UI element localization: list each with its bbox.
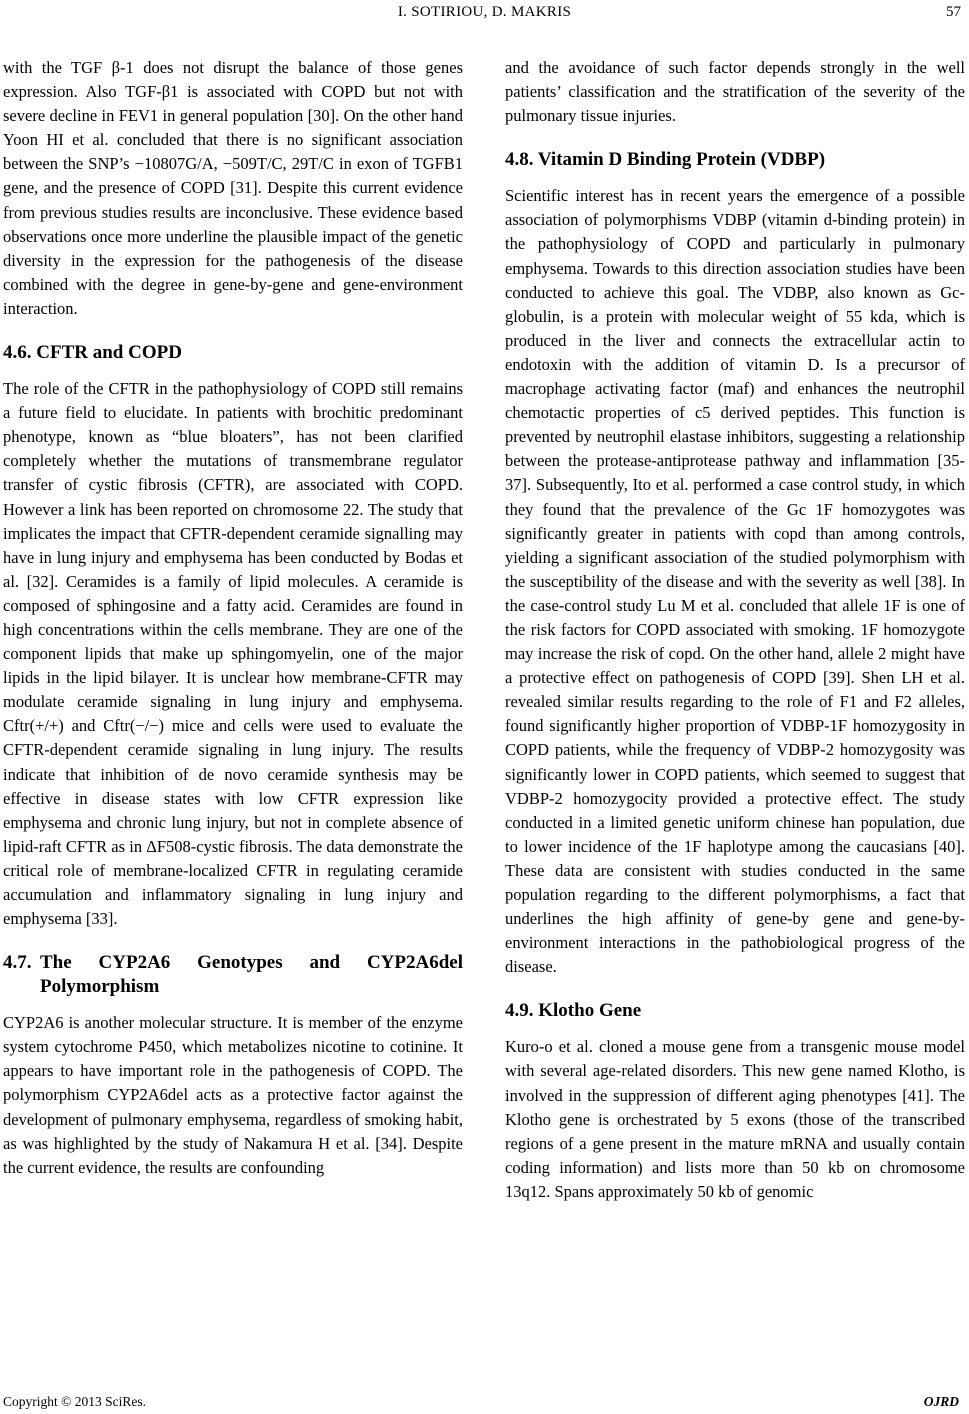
section-heading-4-9: 4.9. Klotho Gene: [505, 1000, 642, 1022]
section-title-4-7: The CYP2A6 Genotypes and CYP2A6del Polymorphism: [40, 952, 463, 998]
journal-abbreviation: OJRD: [923, 1394, 959, 1409]
paragraph-continuation: and the avoidance of such factor depends strongly in the well patients’ classification and the stratification of the severity of the pulmonary tissue injuries.: [505, 58, 965, 126]
right-column: [505, 56, 965, 1204]
section-number-4-7: 4.7.: [3, 952, 32, 974]
paragraph-tgf: with the TGF β-1 does not disrupt the balance of those genes expression. Also TGF-β1 is associated with COPD but not with severe decline in FEV1 in general population [30]. On the other hand Yoon HI et al. concluded that there is no significant association between the SNP’s −10807G/A, −509T/C, 29T/C in exon of TGFB1 gene, and the presence of COPD [31]. Despite this current evidence from previous studies results are inconclusive. These evidence based observations once more underline the plausible impact of the genetic diversity in the expression for the pathogenesis of the disease combined with the degree in gene-by-gene and gene-environment interaction.: [3, 58, 463, 318]
running-header: [0, 0, 969, 30]
left-column: [3, 56, 463, 1180]
paragraph-klotho: Kuro-o et al. cloned a mouse gene from a transgenic mouse model with several age-related disorders. This new gene named Klotho, is involved in the suppression of different aging phenotypes [41]. The Klotho gene is orchestrated by 5 exons (those of the transcribed regions of a gene present in the mature mRNA and usually contain coding information) and lists more than 50 kb on chromosome 13q12. Spans approximately 50 kb of genomic: [505, 1037, 965, 1201]
paragraph-vdbp: Scientific interest has in recent years the emergence of a possible association of polymorphisms VDBP (vitamin d-binding protein) in the pathophysiology of COPD and particularly in pulmonary emphysema. Towards to this direction association studies have been conducted to achieve this goal. The VDBP, also known as Gc-globulin, is a protein with molecular weight of 55 kda, which is produced in the liver and connects the extracellular actin to endotoxin with the addition of vitamin D. Is a precursor of macrophage activating factor (maf) and enhances the neutrophil chemotactic properties of c5 derived peptides. This function is prevented by neutrophil elastase inhibitors, suggesting a relationship between the protease-antiprotease pathway and inflammation [35-37]. Subsequently, Ito et al. performed a case control study, in which they found that the prevalence of the Gc 1F homozygotes was significantly greater in patients with copd than among controls, yielding a significant association of the studied polymorphism with the susceptibility of the disease and with the severity as well [38]. In the case-control study Lu M et al. concluded that allele 1F is one of the risk factors for COPD associated with smoking. 1F homozygote may increase the risk of copd. On the other hand, allele 2 might have a protective effect on pathogenesis of COPD [39]. Shen LH et al. revealed similar results regarding to the role of F1 and F2 alleles, found significantly higher proportion of VDBP-1F homozygosity in COPD patients, while the frequency of VDBP-2 homozygosity was significantly lower in COPD patients, which seemed to suggest that VDBP-2 homozygocity provided a protective effect. The study conducted in a limited genetic uniform chinese han population, due to lower incidence of the 1F haplotype among the caucasians [40]. These data are consistent with studies conducted in the same population regarding to the different polymorphisms, a fact that underlines the high affinity of gene-by gene and gene-by-environment interactions in the pathobiological progress of the disease.: [505, 186, 965, 977]
copyright-notice: Copyright © 2013 SciRes.: [3, 1394, 147, 1409]
paragraph-cftr: The role of the CFTR in the pathophysiology of COPD still remains a future field to elucidate. In patients with brochitic predominant phenotype, known as “blue bloaters”, has not been clarified completely whether the mutations of transmembrane regulator transfer of cystic fibrosis (CFTR), are associated with COPD. However a link has been reported on chromosome 22. The study that implicates the impact that CFTR-dependent ceramide signalling may have in lung injury and emphysema has been conducted by Bodas et al. [32]. Ceramides is a family of lipid molecules. A ceramide is composed of sphingosine and a fatty acid. Ceramides are found in high concentrations within the cells membrane. They are one of the component lipids that make up sphingomyelin, one of the major lipids in the lipid bilayer. It is unclear how membrane-CFTR may modulate ceramide signaling in lung injury and emphysema. Cftr(+/+) and Cftr(−/−) mice and cells were used to evaluate the CFTR-dependent ceramide signaling in lung injury. The results indicate that inhibition of de novo ceramide synthesis may be effective in disease states with low CFTR expression like emphysema and chronic lung injury, but not in complete absence of lipid-raft CFTR as in ΔF508-cystic fibrosis. The data demonstrate the critical role of membrane-localized CFTR in regulating ceramide accumulation and inflammatory signaling in lung injury and emphysema [33].: [3, 379, 463, 929]
paragraph-cyp2a6: CYP2A6 is another molecular structure. It is member of the enzyme system cytochrome P450, which metabolizes nicotine to cotinine. It appears to have important role in the pathogenesis of COPD. The polymorphism CYP2A6del acts as a protective factor against the development of pulmonary emphysema, regardless of smoking habit, as was highlighted by the study of Nakamura H et al. [34]. Despite the current evidence, the results are confounding: [3, 1013, 463, 1177]
section-heading-4-8: 4.8. Vitamin D Binding Protein (VDBP): [505, 149, 826, 171]
section-heading-4-7: [3, 951, 463, 999]
running-title: I. SOTIRIOU, D. MAKRIS: [397, 4, 572, 20]
section-heading-4-6: 4.6. CFTR and COPD: [3, 342, 182, 364]
page-number: 57: [946, 4, 961, 20]
